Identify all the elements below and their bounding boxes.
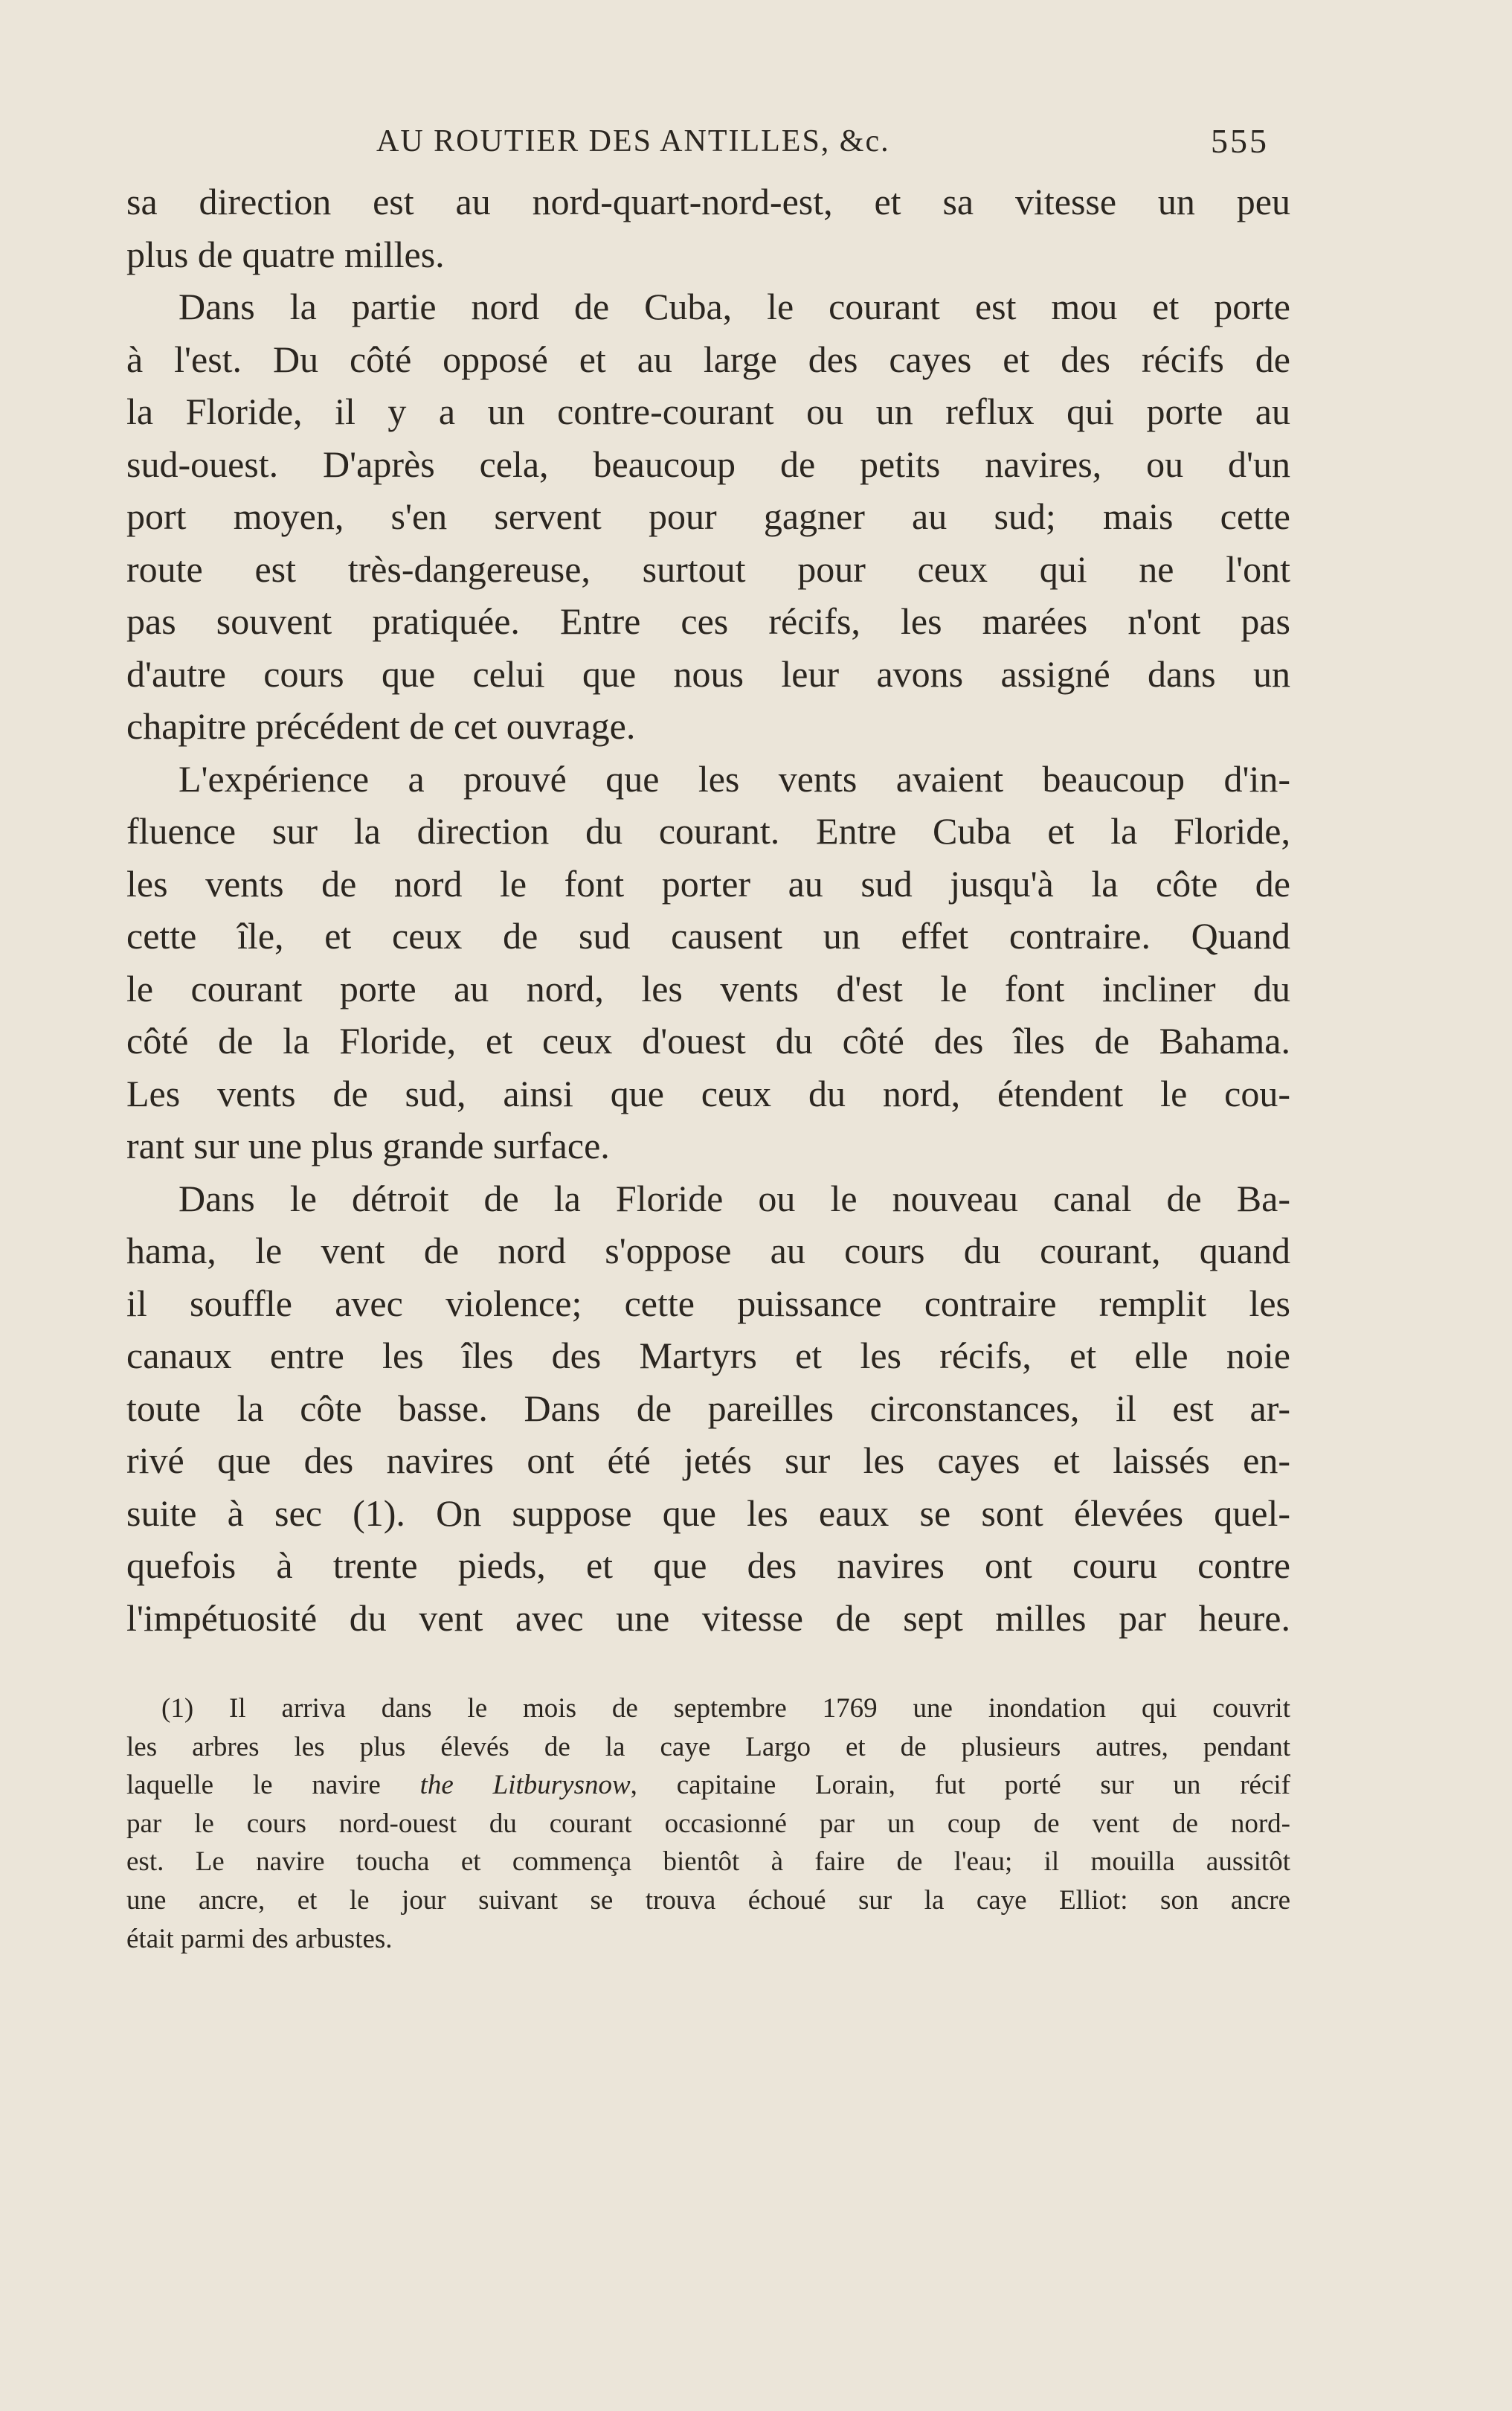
footnote-line: est. Le navire toucha et commença bientôt à faire de l'eau; il mouilla aussitôt <box>126 1846 1290 1878</box>
body-line: d'autre cours que celui que nous leur avons assigné dans un <box>126 652 1290 695</box>
body-line: rant sur une plus grande surface. <box>126 1125 610 1166</box>
body-line: toute la côte basse. Dans de pareilles circonstances, il est ar- <box>126 1387 1290 1429</box>
body-line: la Floride, il y a un contre-courant ou un reflux qui porte au <box>126 391 1290 432</box>
body-line: sa direction est au nord-quart-nord-est, et sa vitesse un peu <box>126 181 1290 222</box>
body-line: route est très-dangereuse, surtout pour ceux qui ne l'ont <box>126 548 1290 590</box>
body-line: suite à sec (1). On suppose que les eaux se sont élevées quel- <box>126 1492 1290 1534</box>
body-line: Dans le détroit de la Floride ou le nouveau canal de Ba- <box>178 1177 1290 1219</box>
body-line: L'expérience a prouvé que les vents avaient beaucoup d'in- <box>178 757 1290 800</box>
footnote-line <box>126 1766 1290 1805</box>
body-line: pas souvent pratiquée. Entre ces récifs, les marées n'ont pas <box>126 600 1290 642</box>
body-line: canaux entre les îles des Martyrs et les récifs, et elle noie <box>126 1335 1290 1376</box>
footnote-line: par le cours nord-ouest du courant occasionné par un coup de vent de nord- <box>126 1808 1290 1839</box>
footnote-segment: , capitaine Lorain, fut porté sur un récif <box>630 1770 1290 1801</box>
body-line: cette île, et ceux de sud causent un effet contraire. Quand <box>126 915 1290 957</box>
body-line: fluence sur la direction du courant. Entre Cuba et la Floride, <box>126 810 1290 852</box>
body-line: Dans la partie nord de Cuba, le courant est mou et porte <box>178 286 1290 327</box>
running-title: AU ROUTIER DES ANTILLES, &c. <box>376 124 890 158</box>
body-line: côté de la Floride, et ceux d'ouest du côté des îles de Bahama. <box>126 1020 1290 1062</box>
footnote-line: une ancre, et le jour suivant se trouva échoué sur la caye Elliot: son ancre <box>126 1885 1290 1916</box>
body-line: chapitre précédent de cet ouvrage. <box>126 705 636 747</box>
ship-name: the Litburysnow <box>419 1770 631 1801</box>
footnote-line: était parmi des arbustes. <box>126 1923 393 1954</box>
footnote-line: les arbres les plus élevés de la caye Largo et de plusieurs autres, pendant <box>126 1731 1290 1762</box>
body-line: à l'est. Du côté opposé et au large des cayes et des récifs de <box>126 338 1290 380</box>
body-line: sud-ouest. D'après cela, beaucoup de petits navires, ou d'un <box>126 443 1290 485</box>
footnote-segment: laquelle le navire <box>126 1770 420 1801</box>
body-line: hama, le vent de nord s'oppose au cours du courant, quand <box>126 1230 1290 1271</box>
body-line: les vents de nord le font porter au sud jusqu'à la côte de <box>126 862 1290 905</box>
body-line: il souffle avec violence; cette puissance contraire remplit les <box>126 1282 1290 1324</box>
body-line: quefois à trente pieds, et que des navires ont couru contre <box>126 1544 1290 1586</box>
body-line: rivé que des navires ont été jetés sur les cayes et laissés en- <box>126 1439 1290 1481</box>
body-line: plus de quatre milles. <box>126 233 445 275</box>
body-line: Les vents de sud, ainsi que ceux du nord, étendent le cou- <box>126 1072 1290 1114</box>
body-line: l'impétuosité du vent avec une vitesse de sept milles par heure. <box>126 1596 1290 1639</box>
body-line: port moyen, s'en servent pour gagner au sud; mais cette <box>126 495 1290 537</box>
page-number: 555 <box>1211 122 1269 160</box>
footnote-line: (1) Il arriva dans le mois de septembre 1769 une inondation qui couvrit <box>161 1693 1290 1724</box>
body-line: le courant porte au nord, les vents d'est le font incliner du <box>126 967 1290 1009</box>
